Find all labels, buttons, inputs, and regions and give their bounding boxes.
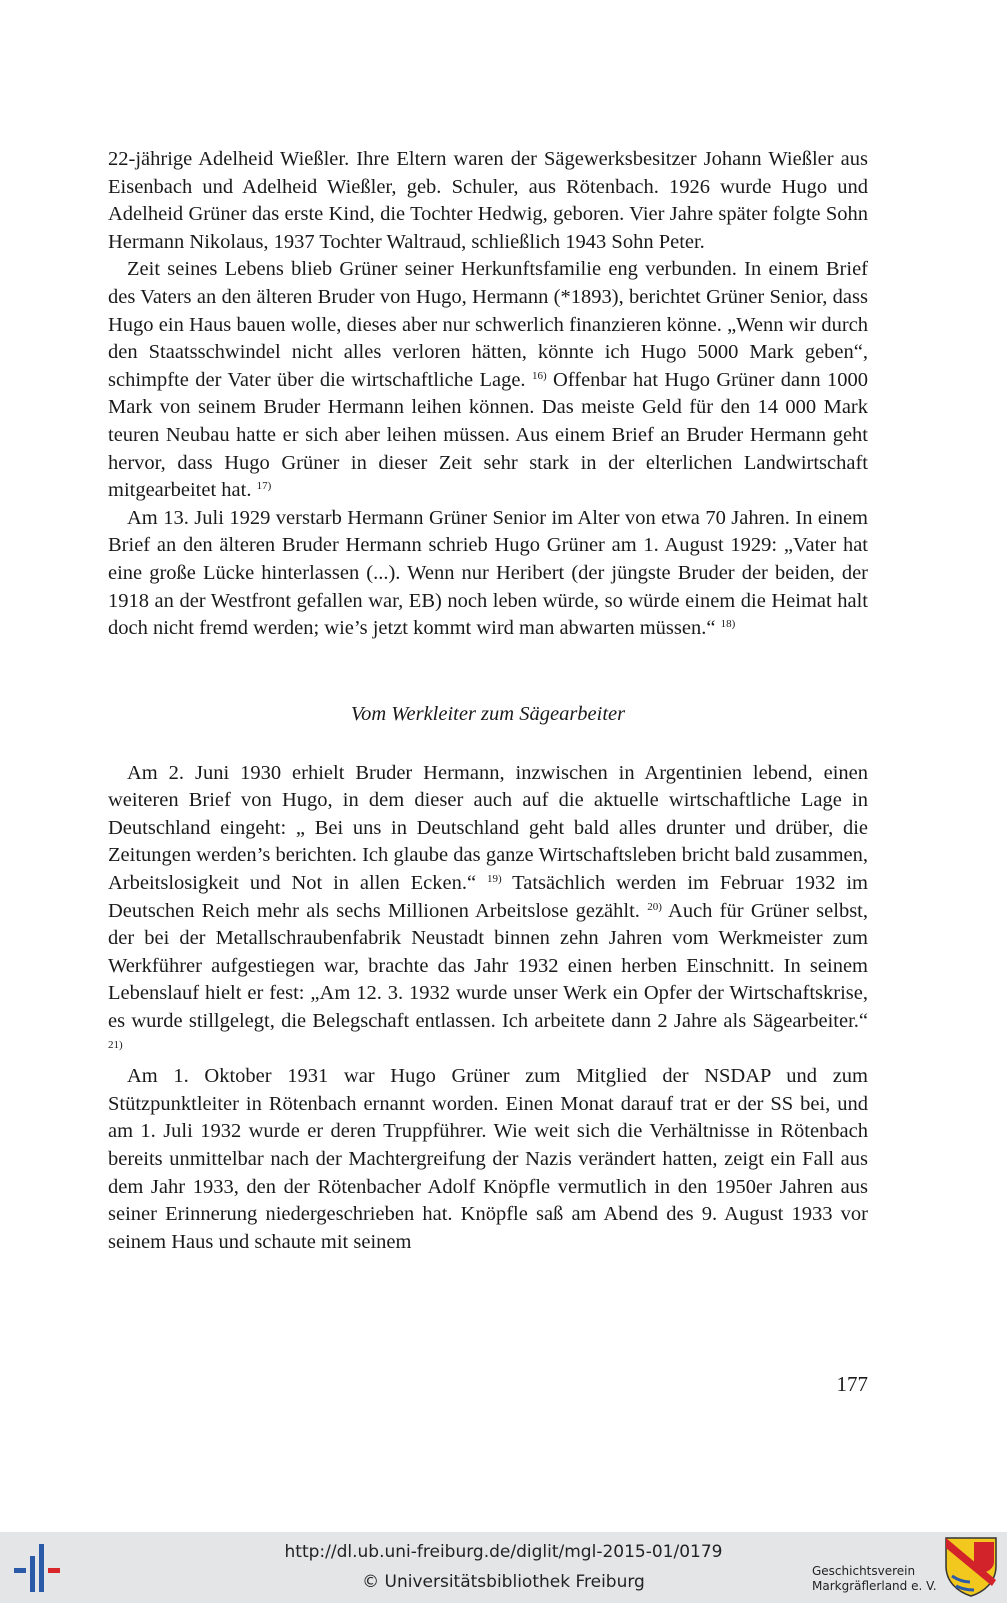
paragraph-5: Am 1. Oktober 1931 war Hugo Grüner zum Mitglied der NSDAP und zum Stützpunktleiter in Rötenbach ernannt worden. Einen Monat darauf trat er der SS bei, und am 1. Juli 1932 wurde er deren Truppführer. Wie weit sich die Verhältnisse in Rötenbach bereits unmittelbar nach der Machtergreifung der Nazis verändert hatten, zeigt ein Fall aus dem Jahr 1933, den der Rötenbacher Adolf Knöpfle vermutlich in den 1950er Jahren aus seiner Erinnerung niedergeschrieben hat. Knöpfle saß am Abend des 9. August 1933 vor seinem Haus und schaute mit seinem	[108, 1065, 868, 1253]
footnote-ref-18: 18)	[720, 618, 736, 631]
footnote-ref-19: 19)	[486, 873, 502, 886]
footnote-ref-21: 21)	[108, 1038, 123, 1051]
page-body	[108, 146, 868, 1256]
section-heading: Vom Werkleiter zum Sägearbeiter	[350, 702, 626, 725]
paragraph-2: Zeit seines Lebens blieb Grüner seiner Herkunftsfamilie eng verbunden. In einem Brief des Vaters an den älteren Bruder von Hugo, Hermann (*1893), berichtet Grüner Senior, dass Hugo ein Haus bauen wolle, dieses aber nur schwerlich finanzieren könne. „Wenn wir durch den Staatsschwindel nicht alles verloren hätten, könnte ich Hugo 5000 Mark geben“, schimpfte der Vater über die wirtschaftliche Lage. $^{16)}$ Offenbar hat Hugo Grüner dann 1000 Mark von seinem Bruder Hermann leihen können. Das meiste Geld für den 14 000 Mark teuren Neubau hatte er sich aber leihen müssen. Aus einem Brief an Bruder Hermann geht hervor, dass Hugo Grüner in dieser Zeit sehr stark in der elterlichen Landwirtschaft mitgearbeitet hat. $^{17)}$	[108, 258, 869, 502]
footnote-ref-20: 20)	[647, 900, 662, 913]
paragraph-4: Am 2. Juni 1930 erhielt Bruder Hermann, inzwischen in Argentinien lebend, einen weiteren Brief von Hugo, in dem dieser auch auf die aktuelle wirtschaftliche Lage in Deutschland eingeht: „ Bei uns in Deutschland geht bald alles drunter und drüber, die Zeitungen werden’s berichten. Ich glaube das ganze Wirtschaftsleben bricht bald zusammen, Arbeitslosigkeit und Not in allen Ecken.“ $^{19)}$ Tatsächlich werden im Februar 1932 im Deutschen Reich mehr als sechs Millionen Arbeitslose gezählt. $^{20)}$ Auch für Grüner selbst, der bei der Metallschraubenfabrik Neustadt binnen zehn Jahren vom Werkmeister zum Werkführer aufgestiegen war, brachte das Jahr 1932 einen herben Einschnitt. In seinem Lebenslauf hielt er fest: „Am 12. 3. 1932 wurde unser Werk ein Opfer der Wirtschaftskrise, es wurde stillgelegt, die Belegschaft entlassen. Ich arbeitete dann 2 Jahre als Sägearbeiter.“ $^{21)}$	[108, 761, 869, 1051]
paragraph-3: Am 13. Juli 1929 verstarb Hermann Grüner Senior im Alter von etwa 70 Jahren. In einem Brief an den älteren Bruder Hermann schrieb Hugo Grüner am 1. August 1929: „Vater hat eine große Lücke hinterlassen (...). Wenn nur Heribert (der jüngste Bruder der beiden, der 1918 an der Westfront gefallen war, EB) noch leben würde, so würde einem die Heimat halt doch nicht fremd werden; wie’s jetzt kommt wird man abwarten müssen.“ $^{18)}$	[108, 506, 868, 640]
coat-of-arms-icon	[944, 1536, 998, 1598]
page-number: 177	[836, 1372, 868, 1396]
footer-bar	[0, 1532, 1007, 1603]
society-name: Geschichtsverein Markgräflerland e. V.	[812, 1564, 937, 1593]
paragraph-1: 22-jährige Adelheid Wießler. Ihre Eltern waren der Sägewerksbesitzer Johann Wießler aus Eisenbach und Adelheid Wießler, geb. Schuler, aus Rötenbach. 1926 wurde Hugo und Adelheid Grüner das erste Kind, die Tochter Hedwig, geboren. Vier Jahre später folgte Sohn Hermann Nikolaus, 1937 Tochter Waltraud, schließlich 1943 Sohn Peter.	[108, 148, 868, 253]
footnote-ref-16: 16)	[531, 369, 547, 382]
footnote-ref-17: 17)	[256, 480, 272, 493]
copyright-text: © Universitätsbibliothek Freiburg	[362, 1572, 645, 1592]
document-url-link[interactable]: http://dl.ub.uni-freiburg.de/diglit/mgl-2015-01/0179	[284, 1542, 723, 1562]
